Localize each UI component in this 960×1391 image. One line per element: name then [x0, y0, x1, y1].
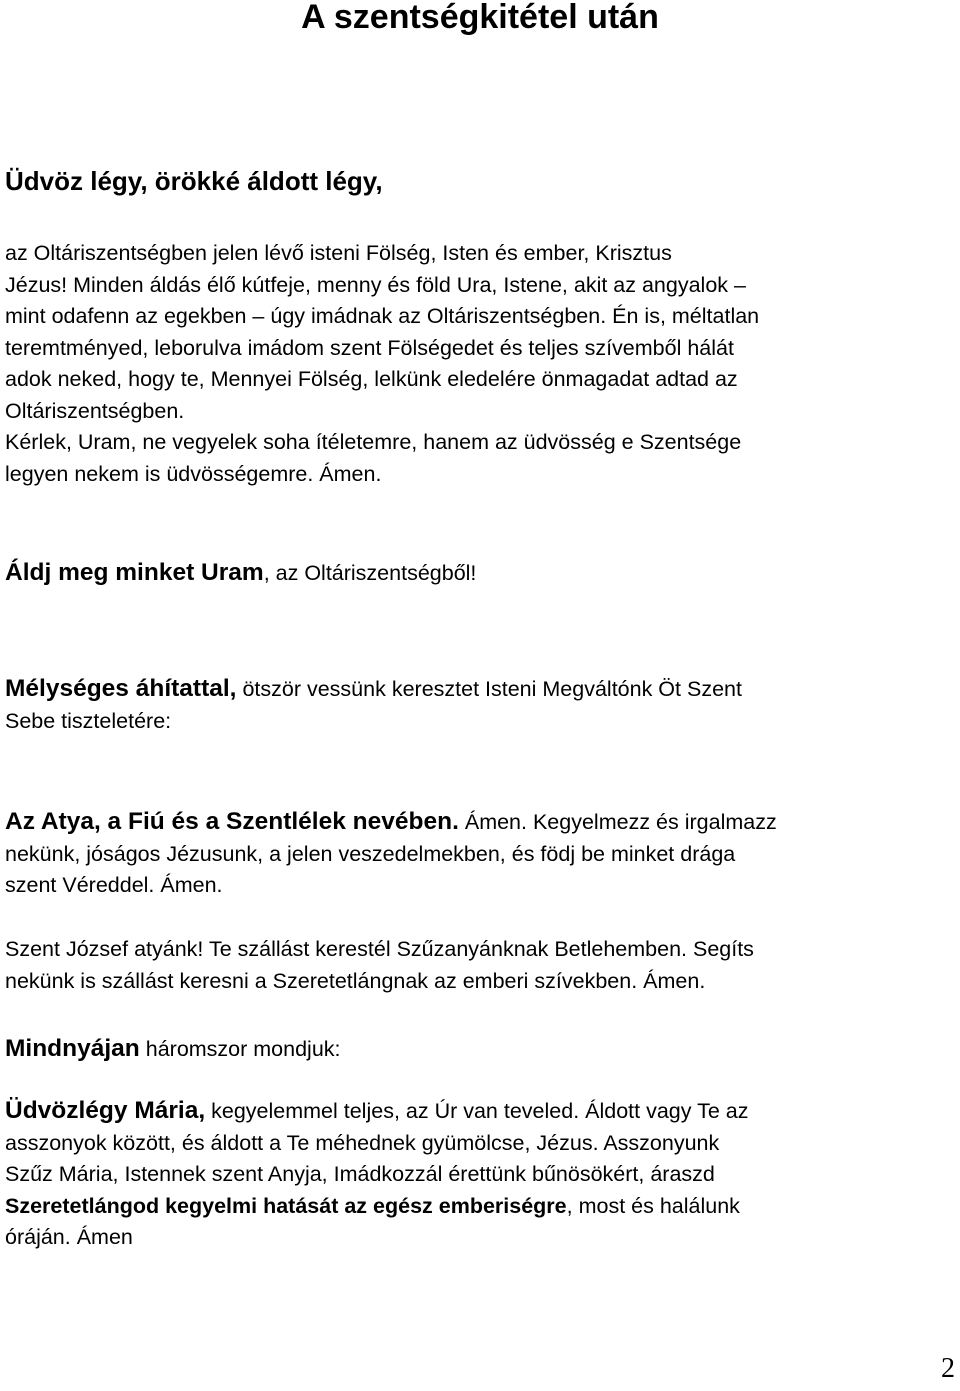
joseph-prayer: [5, 934, 955, 997]
blessing-line: [5, 557, 955, 590]
joseph-line: nekünk is szállást keresni a Szeretetlángnak az emberi szívekben. Ámen.: [5, 968, 706, 993]
prayer-line: az Oltáriszentségben jelen lévő isteni Fölség, Isten és ember, Krisztus: [5, 241, 672, 265]
threetimes-instruction: [5, 1033, 955, 1066]
trinity-bold: Az Atya, a Fiú és a Szentlélek nevében.: [5, 808, 459, 835]
flame-of-love-bold: Szeretetlángod kegyelmi hatását az egész emberiségre: [5, 1193, 567, 1218]
hailmary-line: óráján. Ámen: [5, 1225, 133, 1249]
prayer-line: Jézus! Minden áldás élő kútfeje, menny és föld Ura, Istene, akit az angyalok –: [5, 272, 746, 297]
trinity-prayer: [5, 806, 955, 902]
trinity-rest: Ámen. Kegyelmezz és irgalmazz: [458, 810, 777, 834]
prayer-line: mint odafenn az egekben – úgy imádnak az Oltáriszentségben. Én is, méltatlan: [5, 304, 760, 328]
blessing-rest: , az Oltáriszentségből!: [263, 561, 477, 585]
hailmary-prayer: [5, 1095, 955, 1254]
page-number: 2: [941, 1353, 955, 1384]
threetimes-rest: háromszor mondjuk:: [139, 1037, 341, 1061]
wounds-bold: Mélységes áhítattal,: [5, 675, 237, 702]
prayer-line: Oltáriszentségben.: [5, 398, 185, 423]
prayer-line: adok neked, hogy te, Mennyei Fölség, lelkünk eledelére önmagadat adtad az: [5, 367, 738, 391]
page-title: A szentségkitétel után: [301, 0, 659, 36]
trinity-line: nekünk, jóságos Jézusunk, a jelen veszedelmekben, és födj be minket drága: [5, 841, 736, 866]
adoration-prayer: [5, 238, 955, 490]
hailmary-bold: Üdvözlégy Mária,: [5, 1097, 206, 1124]
wounds-rest: ötször vessünk keresztet Isteni Megváltónk Öt Szent: [236, 677, 742, 701]
hailmary-line: Szűz Mária, Istennek szent Anyja, Imádkozzál érettünk bűnösökért, áraszd: [5, 1162, 715, 1186]
greeting-heading: Üdvöz légy, örökké áldott légy,: [5, 166, 383, 196]
threetimes-bold: Mindnyájan: [5, 1035, 140, 1062]
trinity-line: szent Véreddel. Ámen.: [5, 873, 223, 897]
wounds-line: Sebe tiszteletére:: [5, 708, 172, 733]
wounds-instruction: [5, 673, 955, 737]
joseph-line: Szent József atyánk! Te szállást kerestél Szűzanyánknak Betlehemben. Segíts: [5, 937, 754, 961]
prayer-line: Kérlek, Uram, ne vegyelek soha ítéletemre, hanem az üdvösség e Szentsége: [5, 430, 742, 454]
hailmary-rest: kegyelemmel teljes, az Úr van teveled. Áldott vagy Te az: [205, 1099, 749, 1123]
hailmary-rest: , most és halálunk: [566, 1193, 740, 1218]
hailmary-line: asszonyok között, és áldott a Te méhednek gyümölcse, Jézus. Asszonyunk: [5, 1130, 720, 1155]
prayer-line: teremtményed, leborulva imádom szent Fölségedet és teljes szívemből hálát: [5, 335, 734, 360]
blessing-bold: Áldj meg minket Uram: [5, 559, 264, 586]
prayer-line: legyen nekem is üdvösségemre. Ámen.: [5, 461, 382, 486]
